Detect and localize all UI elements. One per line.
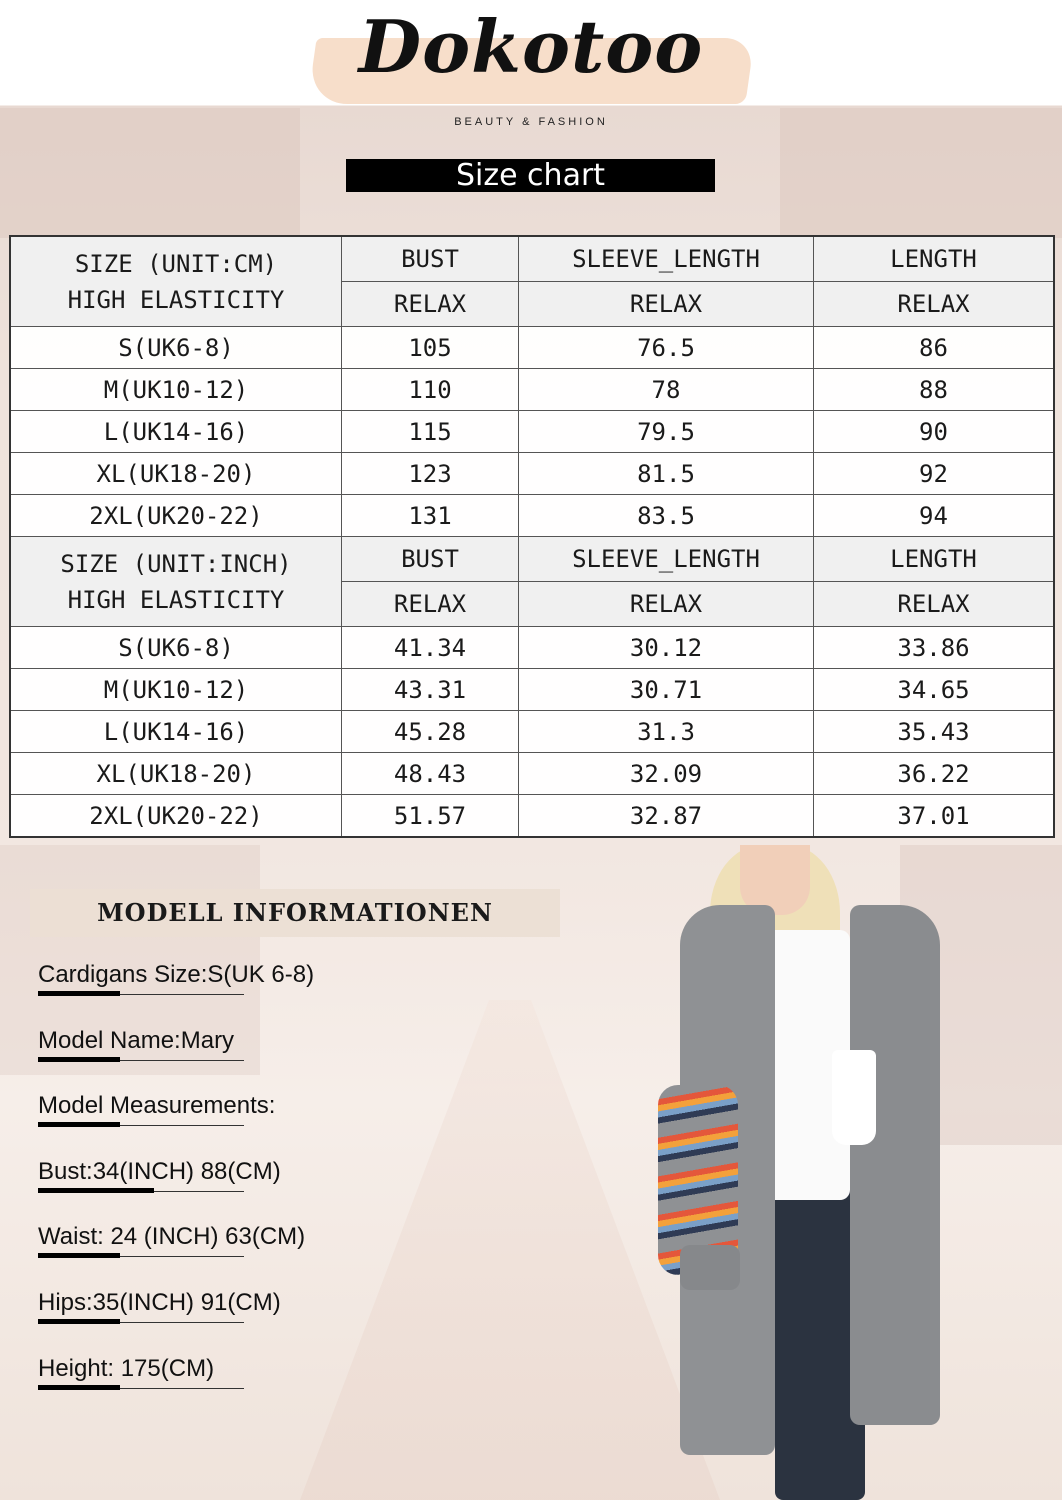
subheader-cell: RELAX <box>814 582 1055 627</box>
list-item <box>38 1155 438 1221</box>
size-cell: XL(UK18-20) <box>10 453 342 495</box>
size-header-unit: SIZE (UNIT:CM) <box>74 249 278 278</box>
size-header-unit: SIZE (UNIT:INCH) <box>60 549 292 578</box>
size-header-cell <box>10 236 342 327</box>
size-chart-title: Size chart <box>346 159 715 192</box>
model-info-text: Hips:35(INCH) 91(CM) <box>38 1288 281 1316</box>
size-cell: M(UK10-12) <box>10 669 342 711</box>
table-row <box>10 495 1054 537</box>
bust-cell: 105 <box>342 327 519 369</box>
column-header-sleeve-length: SLEEVE_LENGTH <box>519 537 814 582</box>
length-cell: 94 <box>814 495 1055 537</box>
bust-cell: 131 <box>342 495 519 537</box>
model-info-list <box>38 958 438 1417</box>
bust-cell: 123 <box>342 453 519 495</box>
underline-accent <box>38 1188 154 1193</box>
size-chart-table <box>9 235 1055 838</box>
subheader-cell: RELAX <box>519 582 814 627</box>
size-cell: S(UK6-8) <box>10 327 342 369</box>
list-item <box>38 1089 438 1155</box>
length-cell: 90 <box>814 411 1055 453</box>
model-info-title: MODELL INFORMATIONEN <box>30 889 560 937</box>
table-row <box>10 669 1054 711</box>
model-info-text: Model Name:Mary <box>38 1026 235 1054</box>
bust-cell: 110 <box>342 369 519 411</box>
table-row <box>10 711 1054 753</box>
column-header-length: LENGTH <box>814 537 1055 582</box>
model-info-text: Waist: 24 (INCH) 63(CM) <box>38 1223 306 1251</box>
brand-logo: Dokotoo <box>358 4 704 89</box>
table-row <box>10 753 1054 795</box>
list-item <box>38 1220 438 1286</box>
column-header-sleeve-length: SLEEVE_LENGTH <box>519 236 814 282</box>
column-header-length: LENGTH <box>814 236 1055 282</box>
model-info-text: Bust:34(INCH) 88(CM) <box>38 1157 281 1185</box>
length-cell: 35.43 <box>814 711 1055 753</box>
underline-accent <box>38 1385 120 1390</box>
underline-accent <box>38 1057 120 1062</box>
sleeve-cell: 32.09 <box>519 753 814 795</box>
bust-cell: 115 <box>342 411 519 453</box>
table-header-row <box>10 537 1054 582</box>
size-cell: 2XL(UK20-22) <box>10 795 342 838</box>
bust-cell: 43.31 <box>342 669 519 711</box>
model-info-text: Model Measurements: <box>38 1092 276 1120</box>
sleeve-cell: 81.5 <box>519 453 814 495</box>
model-photo <box>640 845 970 1500</box>
sleeve-cell: 79.5 <box>519 411 814 453</box>
size-cell: L(UK14-16) <box>10 411 342 453</box>
size-cell: M(UK10-12) <box>10 369 342 411</box>
length-cell: 88 <box>814 369 1055 411</box>
table-row <box>10 453 1054 495</box>
underline-accent <box>38 1319 120 1324</box>
length-cell: 36.22 <box>814 753 1055 795</box>
underline-accent <box>38 1253 120 1258</box>
length-cell: 37.01 <box>814 795 1055 838</box>
length-cell: 34.65 <box>814 669 1055 711</box>
size-cell: 2XL(UK20-22) <box>10 495 342 537</box>
sleeve-cell: 78 <box>519 369 814 411</box>
underline-accent <box>38 1122 120 1127</box>
column-header-bust: BUST <box>342 537 519 582</box>
length-cell: 86 <box>814 327 1055 369</box>
column-header-bust: BUST <box>342 236 519 282</box>
bust-cell: 48.43 <box>342 753 519 795</box>
brand-tagline: BEAUTY & FASHION <box>454 116 608 128</box>
sleeve-cell: 76.5 <box>519 327 814 369</box>
size-cell: XL(UK18-20) <box>10 753 342 795</box>
underline-accent <box>38 991 120 996</box>
size-cell: L(UK14-16) <box>10 711 342 753</box>
bust-cell: 41.34 <box>342 627 519 669</box>
size-cell: S(UK6-8) <box>10 627 342 669</box>
list-item <box>38 958 438 1024</box>
table-row <box>10 795 1054 838</box>
cardigan-right-panel <box>850 905 940 1425</box>
size-header-cell <box>10 537 342 627</box>
size-header-elasticity: HIGH ELASTICITY <box>67 585 285 614</box>
list-item <box>38 1024 438 1090</box>
length-cell: 33.86 <box>814 627 1055 669</box>
table-row <box>10 627 1054 669</box>
table-row <box>10 369 1054 411</box>
brand-header <box>0 0 1062 135</box>
list-item <box>38 1286 438 1352</box>
sleeve-cell: 31.3 <box>519 711 814 753</box>
table-row <box>10 327 1054 369</box>
subheader-cell: RELAX <box>342 582 519 627</box>
subheader-cell: RELAX <box>814 282 1055 327</box>
table-row <box>10 411 1054 453</box>
model-info-text: Cardigans Size:S(UK 6-8) <box>38 961 315 988</box>
model-info-text: Height: 175(CM) <box>38 1354 215 1382</box>
list-item <box>38 1352 438 1418</box>
bust-cell: 45.28 <box>342 711 519 753</box>
length-cell: 92 <box>814 453 1055 495</box>
sleeve-cuff <box>680 1245 740 1290</box>
size-header-elasticity: HIGH ELASTICITY <box>67 285 285 314</box>
subheader-cell: RELAX <box>519 282 814 327</box>
sleeve-cell: 30.71 <box>519 669 814 711</box>
coffee-cup <box>832 1050 876 1145</box>
sleeve-cell: 32.87 <box>519 795 814 838</box>
bust-cell: 51.57 <box>342 795 519 838</box>
sleeve-cell: 83.5 <box>519 495 814 537</box>
sleeve-cell: 30.12 <box>519 627 814 669</box>
subheader-cell: RELAX <box>342 282 519 327</box>
table-header-row <box>10 236 1054 282</box>
